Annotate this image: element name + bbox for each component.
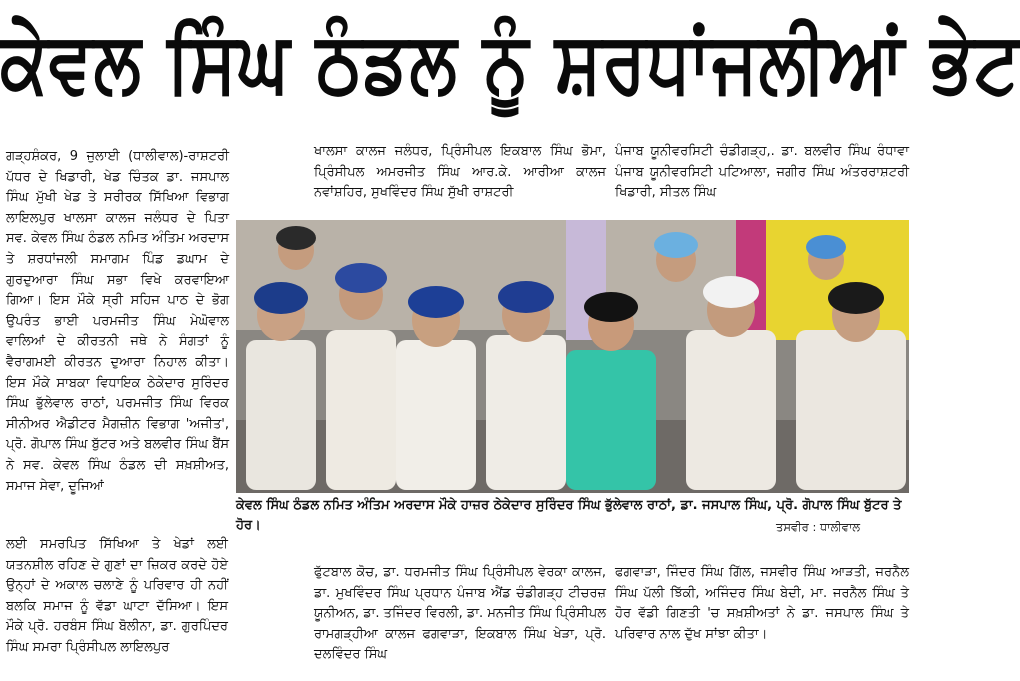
news-photo bbox=[236, 220, 909, 493]
article-paragraph: ਫਗਵਾੜਾ, ਜਿੰਦਰ ਸਿੰਘ ਗਿੱਲ, ਜਸਵੀਰ ਸਿੰਘ ਆੜਤੀ, ਜਰਨੈਲ ਸਿੰਘ ਪੱਲੀ ਝਿੱਕੀ, ਅਜਿੰਦਰ ਸਿੰਘ ਬੇਦੀ, ਮਾ. ਜਰਨੈਲ ਸਿੰਘ ਤੇ ਹੋਰ ਵੱਡੀ ਗਿਣਤੀ 'ਚ ਸਖ਼ਸ਼ੀਅਤਾਂ ਨੇ ਡਾ. ਜਸਪਾਲ ਸਿੰਘ ਤੇ ਪਰਿਵਾਰ ਨਾਲ ਦੁੱਖ ਸਾਂਝਾ ਕੀਤਾ। bbox=[615, 565, 909, 642]
article-paragraph: ਫੁੱਟਬਾਲ ਕੋਚ, ਡਾ. ਧਰਮਜੀਤ ਸਿੰਘ ਪ੍ਰਿੰਸੀਪਲ ਵੇਰਕਾ ਕਾਲਜ, ਡਾ. ਮੁਖਵਿੰਦਰ ਸਿੰਘ ਪ੍ਰਧਾਨ ਪੰਜਾਬ ਐਂਡ ਚੰਡੀਗੜ੍ਹ ਟੀਚਰਜ਼ ਯੂਨੀਅਨ, ਡਾ. ਤਜਿੰਦਰ ਵਿਰਲੀ, ਡਾ. ਮਨਜੀਤ ਸਿੰਘ ਪ੍ਰਿੰਸੀਪਲ ਰਾਮਗੜ੍ਹੀਆ ਕਾਲਜ ਫਗਵਾੜਾ, ਇਕਬਾਲ ਸਿੰਘ ਖੇੜਾ, ਪ੍ਰੋ. ਦਲਵਿੰਦਰ ਸਿੰਘ bbox=[314, 565, 606, 663]
article-column-right-top bbox=[615, 142, 909, 204]
photo-credit: ਤਸਵੀਰ : ਧਾਲੀਵਾਲ bbox=[776, 520, 861, 534]
article-column-right-bottom bbox=[615, 563, 909, 645]
article-paragraph: ਪੰਜਾਬ ਯੂਨੀਵਰਸਿਟੀ ਚੰਡੀਗੜ੍ਹ,. ਡਾ. ਬਲਵੀਰ ਸਿੰਘ ਰੰਧਾਵਾ ਪੰਜਾਬ ਯੂਨੀਵਰਸਿਟੀ ਪਟਿਆਲਾ, ਜਗੀਰ ਸਿੰਘ ਅੰਤਰਰਾਸ਼ਟਰੀ ਖਿਡਾਰੀ, ਸੀਤਲ ਸਿੰਘ bbox=[615, 144, 909, 201]
headline: ਕੇਵਲ ਸਿੰਘ ਠੰਡਲ ਨੂੰ ਸ਼ਰਧਾਂਜਲੀਆਂ ਭੇਟ bbox=[0, 12, 1020, 112]
photo-caption: ਕੇਵਲ ਸਿੰਘ ਠੰਡਲ ਨਮਿਤ ਅੰਤਿਮ ਅਰਦਾਸ ਮੌਕੇ ਹਾਜ਼ਰ ਠੇਕੇਦਾਰ ਸੁਰਿੰਦਰ ਸਿੰਘ ਭੁੱਲੇਵਾਲ ਰਾਠਾਂ, ਡਾ. ਜਸਪਾਲ ਸਿੰਘ, ਪ੍ਰੋ. ਗੋਪਾਲ ਸਿੰਘ ਬੁੱਟਰ ਤੇ ਹੋਰ। bbox=[236, 498, 902, 533]
article-column-left-bottom bbox=[6, 535, 228, 659]
article-paragraph: ਲਈ ਸਮਰਪਿਤ ਸਿੱਖਿਆ ਤੇ ਖੇਡਾਂ ਲਈ ਯਤਨਸ਼ੀਲ ਰਹਿਣ ਦੇ ਗੁਣਾਂ ਦਾ ਜ਼ਿਕਰ ਕਰਦੇ ਹੋਏ ਉਨ੍ਹਾਂ ਦੇ ਅਕਾਲ ਚਲਾਣੇ ਨੂੰ ਪਰਿਵਾਰ ਹੀ ਨਹੀਂ ਬਲਕਿ ਸਮਾਜ ਨੂੰ ਵੱਡਾ ਘਾਟਾ ਦੱਸਿਆ। ਇਸ ਮੌਕੇ ਪ੍ਰੋ. ਹਰਬੰਸ ਸਿੰਘ ਬੋਲੀਨਾ, ਡਾ. ਗੁਰਪਿੰਦਰ ਸਿੰਘ ਸਮਰਾ ਪ੍ਰਿੰਸੀਪਲ ਲਾਇਲਪੁਰ bbox=[6, 537, 228, 655]
article-column-left-top bbox=[6, 147, 229, 497]
group-photo-illustration bbox=[236, 220, 909, 493]
article-paragraph: ਗੜ੍ਹਸ਼ੰਕਰ, 9 ਜੁਲਾਈ (ਧਾਲੀਵਾਲ)-ਰਾਸ਼ਟਰੀ ਪੱਧਰ ਦੇ ਖਿਡਾਰੀ, ਖੇਡ ਚਿੰਤਕ ਡਾ. ਜਸਪਾਲ ਸਿੰਘ ਮੁੱਖੀ ਖੇਡ ਤੇ ਸਰੀਰਕ ਸਿੱਖਿਆ ਵਿਭਾਗ ਲਾਇਲਪੁਰ ਖਾਲਸਾ ਕਾਲਜ ਜਲੰਧਰ ਦੇ ਪਿਤਾ ਸਵ. ਕੇਵਲ ਸਿੰਘ ਠੰਡਲ ਨਮਿਤ ਅੰਤਿਮ ਅਰਦਾਸ ਤੇ ਸ਼ਰਧਾਂਜਲੀ ਸਮਾਗਮ ਪਿੰਡ ਡਘਾਮ ਦੇ ਗੁਰਦੁਆਰਾ ਸਿੰਘ ਸਭਾ ਵਿਖੇ ਕਰਵਾਇਆ ਗਿਆ। ਇਸ ਮੌਕੇ ਸ੍ਰੀ ਸਹਿਜ ਪਾਠ ਦੇ ਭੋਗ ਉਪਰੰਤ ਭਾਈ ਪਰਮਜੀਤ ਸਿੰਘ ਮੇਘੋਵਾਲ ਵਾਲਿਆਂ ਦੇ ਕੀਰਤਨੀ ਜਥੇ ਨੇ ਸੰਗਤਾਂ ਨੂੰ ਵੈਰਾਗਮਈ ਕੀਰਤਨ ਦੁਆਰਾ ਨਿਹਾਲ ਕੀਤਾ। ਇਸ ਮੌਕੇ ਸਾਬਕਾ ਵਿਧਾਇਕ ਠੇਕੇਦਾਰ ਸੁਰਿੰਦਰ ਸਿੰਘ ਭੁੱਲੇਵਾਲ ਰਾਠਾਂ, ਪਰਮਜੀਤ ਸਿੰਘ ਵਿਰਕ ਸੀਨੀਅਰ ਐਡੀਟਰ ਮੈਗਜ਼ੀਨ ਵਿਭਾਗ 'ਅਜੀਤ', ਪ੍ਰੋ. ਗੋਪਾਲ ਸਿੰਘ ਬੁੱਟਰ ਅਤੇ ਬਲਵੀਰ ਸਿੰਘ ਬੈਂਸ ਨੇ ਸਵ. ਕੇਵਲ ਸਿੰਘ ਠੰਡਲ ਦੀ ਸਖ਼ਸ਼ੀਅਤ, ਸਮਾਜ ਸੇਵਾ, ਦੂਜਿਆਂ bbox=[6, 149, 229, 494]
article-column-middle-top bbox=[314, 142, 606, 204]
article-paragraph: ਖਾਲਸਾ ਕਾਲਜ ਜਲੰਧਰ, ਪ੍ਰਿੰਸੀਪਲ ਇਕਬਾਲ ਸਿੰਘ ਭੋਮਾ, ਪ੍ਰਿੰਸੀਪਲ ਅਮਰਜੀਤ ਸਿੰਘ ਆਰ.ਕੇ. ਆਰੀਆ ਕਾਲਜ ਨਵਾਂਸ਼ਹਿਰ, ਸੁਖਵਿੰਦਰ ਸਿੰਘ ਸੁੱਖੀ ਰਾਸ਼ਟਰੀ bbox=[314, 144, 606, 201]
article-column-middle-bottom bbox=[314, 563, 606, 666]
